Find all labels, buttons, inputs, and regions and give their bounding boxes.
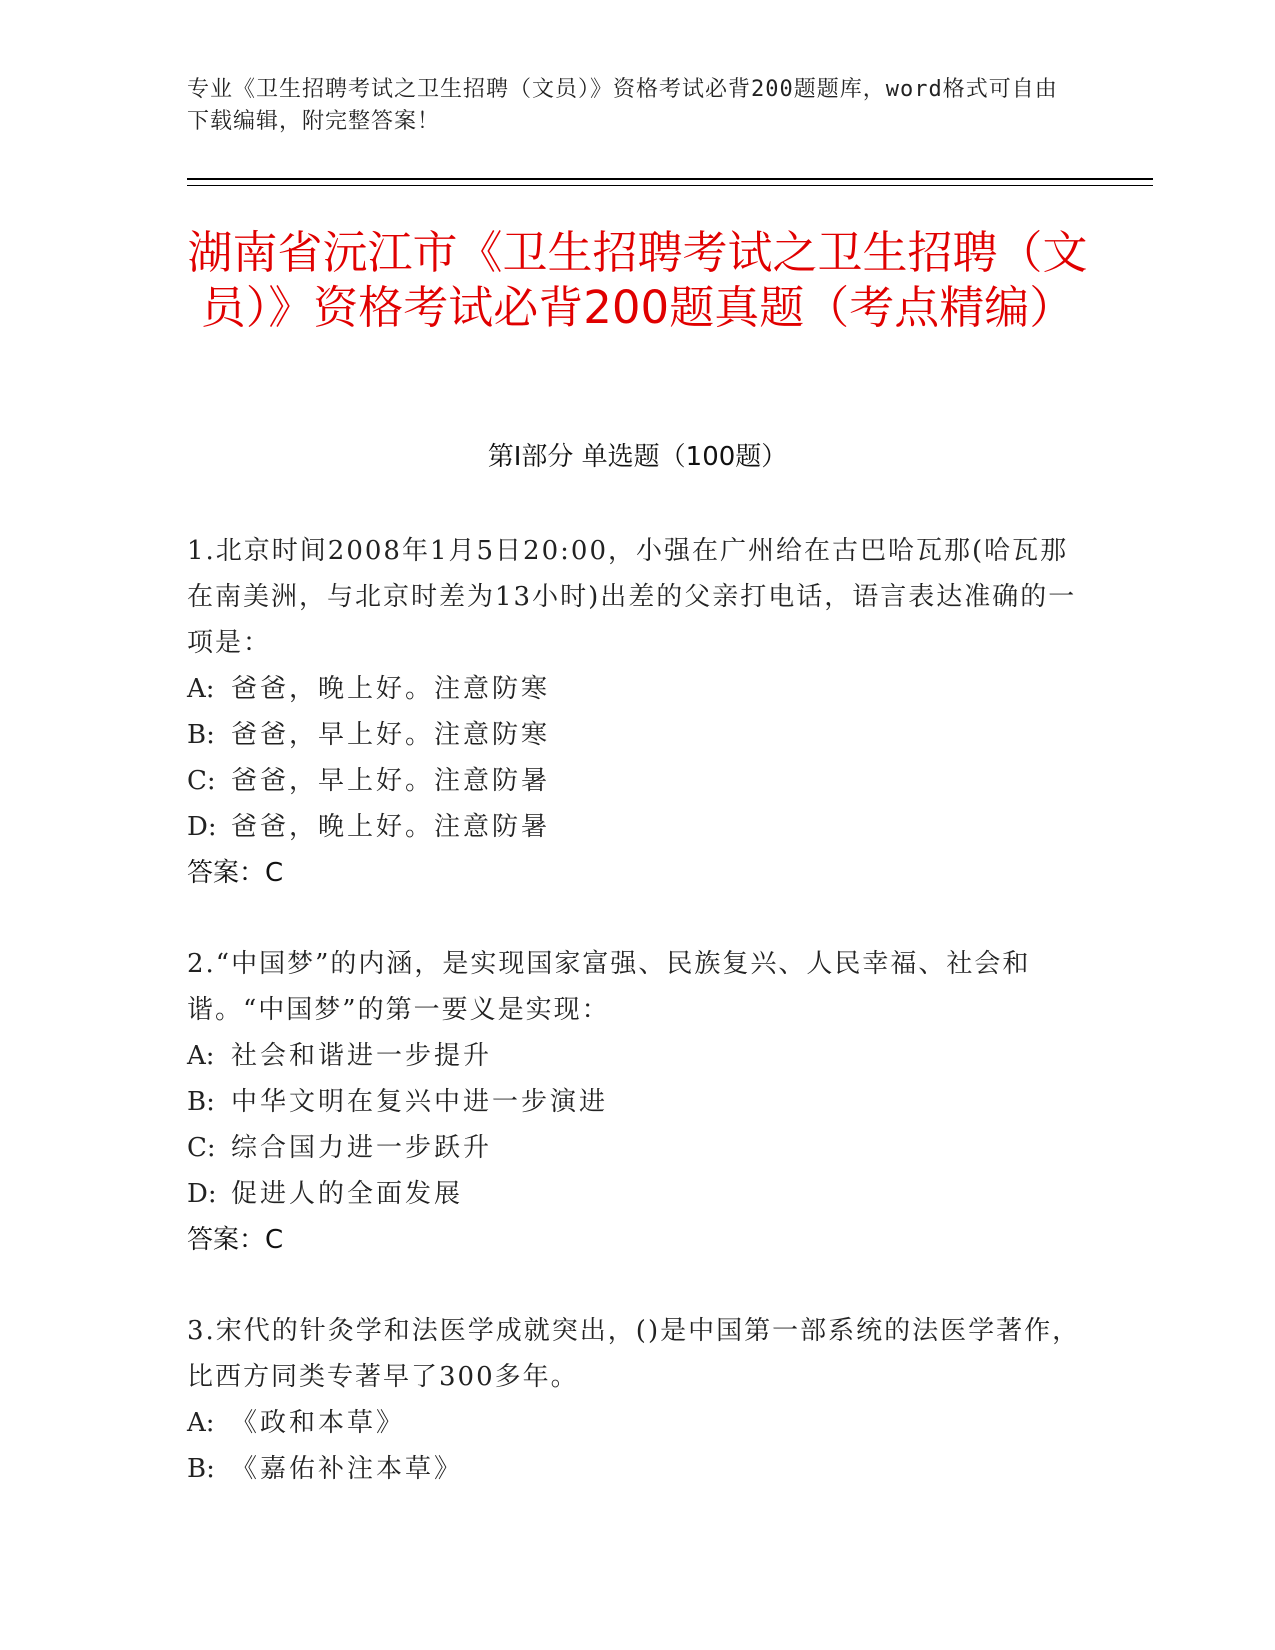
option-d bbox=[187, 804, 1087, 850]
option-key: B: bbox=[187, 1087, 215, 1117]
option-c bbox=[187, 758, 1087, 804]
option-key: A: bbox=[187, 674, 215, 704]
answer-line: 答案：C bbox=[187, 1225, 284, 1255]
option-b bbox=[187, 1079, 1087, 1125]
option-text: 促进人的全面发展 bbox=[231, 1179, 464, 1209]
option-text: 《政和本草》 bbox=[231, 1408, 406, 1438]
question-text: 3.宋代的针灸学和法医学成就突出，()是中国第一部系统的法医学著作，比西方同类专著早了300多年。 bbox=[187, 1316, 1081, 1392]
option-key: D: bbox=[187, 812, 217, 842]
question-3 bbox=[187, 1308, 1087, 1492]
option-key: B: bbox=[187, 1454, 215, 1484]
option-text: 中华文明在复兴中进一步演进 bbox=[231, 1087, 609, 1117]
option-key: A: bbox=[187, 1408, 215, 1438]
option-text: 社会和谐进一步提升 bbox=[231, 1041, 493, 1071]
question-list bbox=[187, 528, 1087, 1537]
document-title: 湖南省沅江市《卫生招聘考试之卫生招聘（文员）》资格考试必背200题真题（考点精编） bbox=[187, 226, 1088, 334]
answer-line: 答案：C bbox=[187, 858, 284, 888]
option-text: 《嘉佑补注本草》 bbox=[231, 1454, 464, 1484]
question-text: 1.北京时间2008年1月5日20:00，小强在广州给在古巴哈瓦那(哈瓦那在南美洲，与北京时差为13小时)出差的父亲打电话，语言表达准确的一项是： bbox=[187, 536, 1077, 658]
option-b bbox=[187, 712, 1087, 758]
option-key: A: bbox=[187, 1041, 215, 1071]
option-text: 爸爸，早上好。注意防寒 bbox=[231, 720, 551, 750]
option-key: C: bbox=[187, 1133, 216, 1163]
header-rule-thin bbox=[187, 185, 1153, 186]
header-rule-thick bbox=[187, 178, 1153, 180]
option-text: 爸爸，晚上好。注意防寒 bbox=[231, 674, 551, 704]
option-key: B: bbox=[187, 720, 215, 750]
option-text: 爸爸，早上好。注意防暑 bbox=[231, 766, 551, 796]
option-text: 爸爸，晚上好。注意防暑 bbox=[231, 812, 551, 842]
option-a bbox=[187, 1033, 1087, 1079]
question-2 bbox=[187, 941, 1087, 1263]
option-b bbox=[187, 1446, 1087, 1492]
header-note: 专业《卫生招聘考试之卫生招聘（文员）》资格考试必背200题题库，word格式可自由下载编辑，附完整答案！ bbox=[187, 77, 1058, 134]
option-c bbox=[187, 1125, 1087, 1171]
section-title: 第Ⅰ部分 单选题（100题） bbox=[487, 442, 788, 472]
question-text: 2.“中国梦”的内涵，是实现国家富强、民族复兴、人民幸福、社会和谐。“中国梦”的第一要义是实现： bbox=[187, 949, 1031, 1025]
option-a bbox=[187, 1400, 1087, 1446]
option-key: D: bbox=[187, 1179, 217, 1209]
question-1 bbox=[187, 528, 1087, 896]
option-key: C: bbox=[187, 766, 216, 796]
option-a bbox=[187, 666, 1087, 712]
option-text: 综合国力进一步跃升 bbox=[231, 1133, 493, 1163]
option-d bbox=[187, 1171, 1087, 1217]
